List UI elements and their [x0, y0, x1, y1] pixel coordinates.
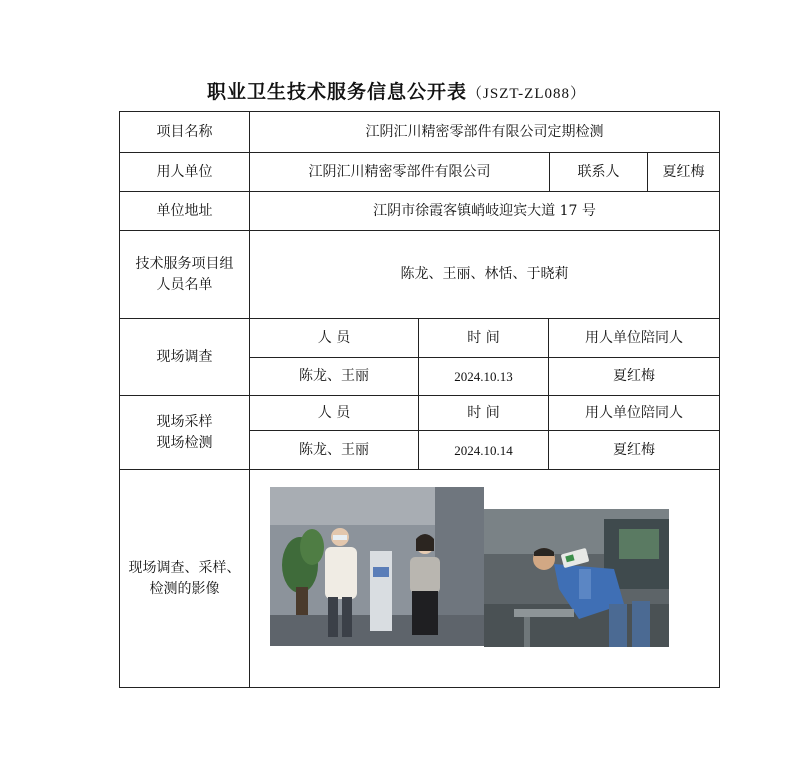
- address-label: 单位地址: [156, 202, 213, 219]
- sampling-col-escort: 用人单位陪同人: [585, 404, 683, 421]
- team-label-line2: 人员名单: [156, 276, 213, 293]
- team-label-line1: 技术服务项目组: [135, 255, 234, 272]
- survey-time: 2024.10.13: [454, 369, 513, 384]
- images-label-line1: 现场调查、采样、: [128, 559, 241, 576]
- page-title: [0, 77, 793, 104]
- survey-label: 现场调查: [156, 348, 213, 365]
- title-main: 职业卫生技术服务信息公开表: [207, 81, 468, 103]
- project-name-value: 江阴汇川精密零部件有限公司定期检测: [365, 123, 604, 140]
- site-photo-survey: [270, 487, 484, 646]
- team-label: [120, 231, 249, 318]
- employer-value: 江阴汇川精密零部件有限公司: [308, 163, 491, 180]
- sampling-people: 陈龙、王丽: [299, 441, 369, 458]
- sampling-col-time: 时 间: [467, 404, 500, 421]
- title-code: （JSZT-ZL088）: [467, 86, 586, 102]
- survey-people: 陈龙、王丽: [299, 368, 369, 384]
- project-name-label: 项目名称: [156, 123, 213, 140]
- survey-escort: 夏红梅: [613, 368, 655, 384]
- contact-label: 联系人: [577, 163, 620, 180]
- team-value: 陈龙、王丽、林恬、于晓莉: [400, 266, 569, 282]
- sampling-escort: 夏红梅: [613, 441, 655, 458]
- survey-col-escort: 用人单位陪同人: [585, 329, 683, 346]
- images-label-line2: 检测的影像: [149, 580, 220, 597]
- survey-col-people: 人 员: [317, 329, 351, 346]
- employer-label: 用人单位: [156, 163, 213, 180]
- sampling-col-people: 人 员: [317, 404, 351, 421]
- address-value: 江阴市徐霞客镇峭岐迎宾大道 17 号: [373, 202, 596, 219]
- survey-col-time: 时 间: [467, 329, 500, 346]
- sampling-label: [120, 396, 249, 469]
- sampling-label-line2: 现场检测: [156, 434, 213, 451]
- site-photo-sampling: [484, 509, 669, 647]
- images-label: [120, 470, 249, 687]
- contact-value: 夏红梅: [662, 163, 705, 180]
- sampling-time: 2024.10.14: [454, 442, 513, 458]
- sampling-label-line1: 现场采样: [156, 413, 213, 430]
